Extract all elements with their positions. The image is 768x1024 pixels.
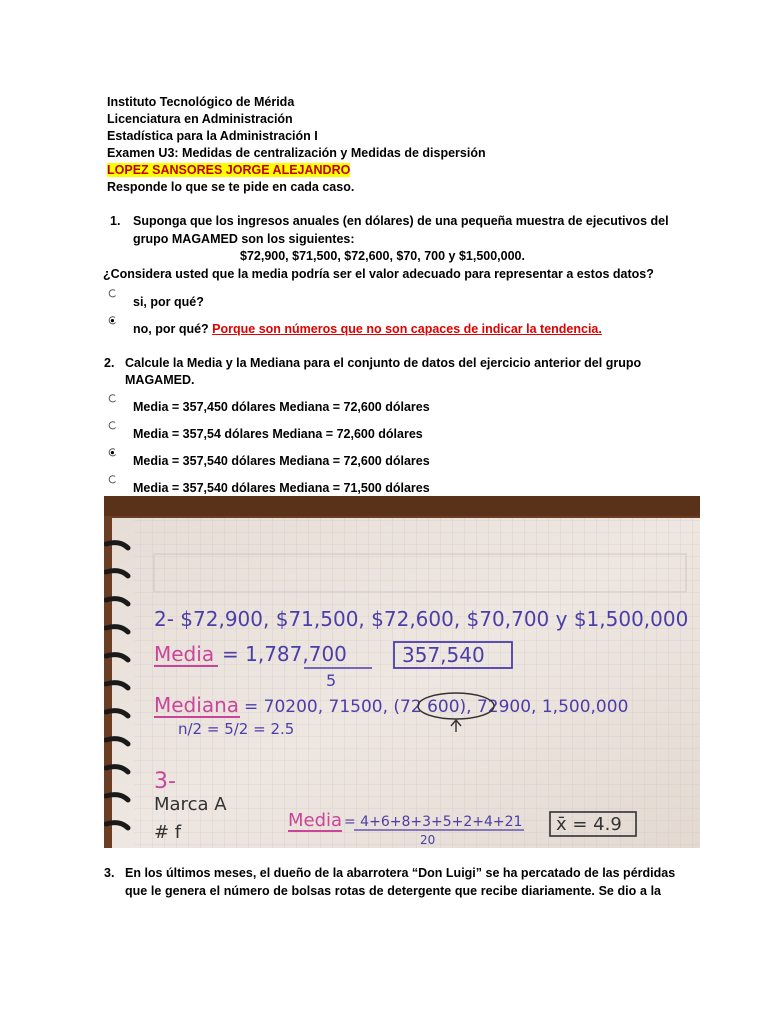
q3-number: 3. <box>104 866 115 880</box>
photo-media3-eq: = 4+6+8+3+5+2+4+21 <box>344 814 523 830</box>
photo-line-data: 2- $72,900, $71,500, $72,600, $70,700 y $1,500,000 <box>154 607 689 631</box>
instructions: Responde lo que se te pide en cada caso. <box>107 180 355 194</box>
q1-option2-text: no, por qué? <box>133 322 209 336</box>
q1-number: 1. <box>110 214 121 228</box>
q2-option4-label[interactable]: Media = 357,540 dólares Mediana = 71,500 dólares <box>133 481 430 495</box>
institution-name: Instituto Tecnológico de Mérida <box>107 95 295 109</box>
q1-text-line2: grupo MAGAMED son los siguientes: <box>133 232 355 246</box>
q2-text-line2: MAGAMED. <box>125 373 195 387</box>
career-name: Licenciatura en Administración <box>107 112 293 126</box>
student-name <box>107 162 350 178</box>
q2-option4-radio[interactable] <box>108 475 117 484</box>
q2-option2-radio[interactable] <box>108 421 117 430</box>
q2-option1-label[interactable]: Media = 357,450 dólares Mediana = 72,600 dólares <box>133 400 430 414</box>
course-name: Estadística para la Administración I <box>107 129 318 143</box>
photo-media-eq: = 1,787,700 <box>222 642 347 666</box>
photo-q3-label: 3- <box>154 769 176 794</box>
photo-media-label: Media <box>154 642 215 666</box>
q1-option2-radio[interactable] <box>108 316 117 325</box>
q1-question: ¿Considera usted que la media podría ser el valor adecuado para representar a estos datos? <box>103 267 654 281</box>
photo-media3-div: 20 <box>420 833 436 847</box>
photo-n-frac: n/2 = 5/2 = 2.5 <box>178 720 295 738</box>
q1-text-line1: Suponga que los ingresos anuales (en dólares) de una pequeña muestra de ejecutivos del <box>133 214 669 228</box>
photo-mediana-label: Mediana <box>154 693 239 717</box>
student-name-highlight: LOPEZ SANSORES JORGE ALEJANDRO <box>107 163 351 177</box>
q2-option1-radio[interactable] <box>108 394 117 403</box>
photo-media-div: 5 <box>326 671 337 690</box>
photo-media-result: 357,540 <box>402 643 485 667</box>
photo-table-head: # f <box>154 822 182 843</box>
q1-option1-radio[interactable] <box>108 289 117 298</box>
notebook-photo <box>104 496 700 848</box>
exam-title: Examen U3: Medidas de centralización y Medidas de dispersión <box>107 146 486 160</box>
q3-text-line1: En los últimos meses, el dueño de la abarrotera “Don Luigi” se ha percatado de las pérdidas <box>125 866 676 880</box>
q2-number: 2. <box>104 356 115 370</box>
q1-option1-label[interactable]: si, por qué? <box>133 295 204 309</box>
q1-answer-text: Porque son números que no son capaces de indicar la tendencia. <box>212 322 602 336</box>
q2-option3-label[interactable]: Media = 357,540 dólares Mediana = 72,600 dólares <box>133 454 430 468</box>
q1-data-line: $72,900, $71,500, $72,600, $70, 700 y $1,500,000. <box>240 249 525 263</box>
q2-option3-radio[interactable] <box>108 448 117 457</box>
q2-option2-label[interactable]: Media = 357,54 dólares Mediana = 72,600 dólares <box>133 427 423 441</box>
photo-media3-label: Media <box>288 810 343 831</box>
photo-mediana-values: = 70200, 71500, (72 600), 72900, 1,500,000 <box>244 697 629 717</box>
q2-text-line1: Calcule la Media y la Mediana para el conjunto de datos del ejercicio anterior del grupo <box>125 356 642 370</box>
photo-marca: Marca A <box>154 794 227 815</box>
q1-option2-label[interactable] <box>133 321 602 337</box>
q3-text-line2: que le genera el número de bolsas rotas de detergente que recibe diariamente. Se dio a la <box>125 884 661 898</box>
photo-media3-result: x̄ = 4.9 <box>556 814 622 835</box>
